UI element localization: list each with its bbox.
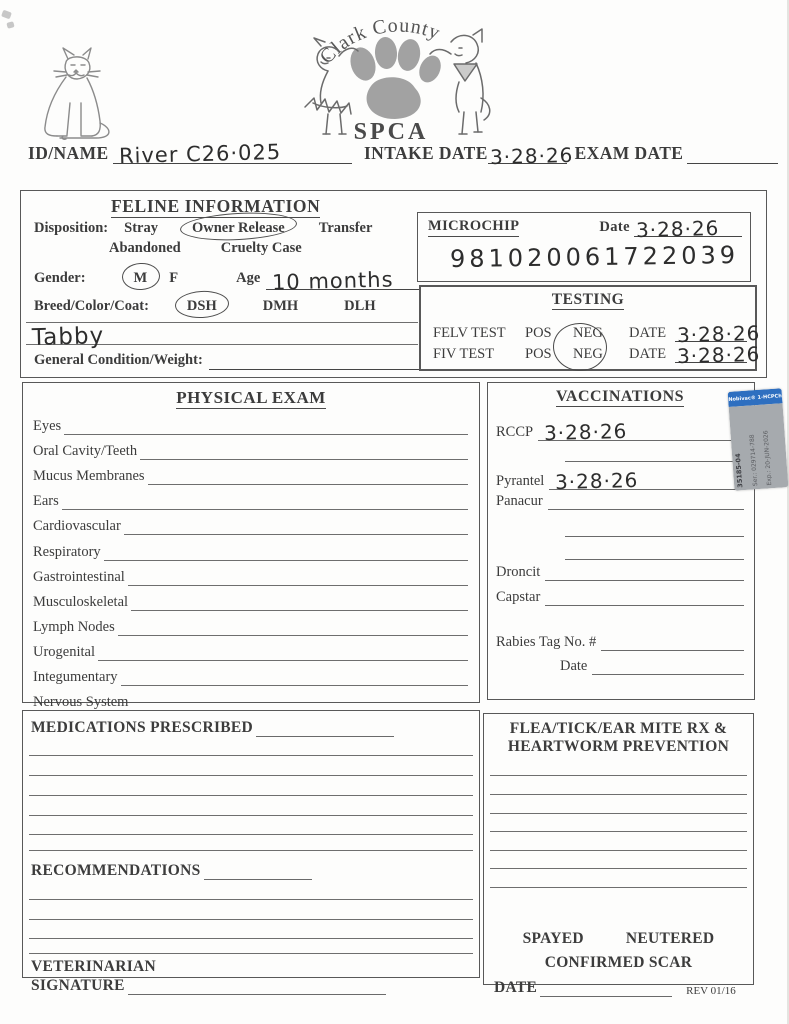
vet-signature-block <box>31 958 471 995</box>
spca-logo <box>283 6 503 151</box>
ruled-line <box>490 795 747 814</box>
disposition-label: Disposition: <box>34 220 109 236</box>
test-date-value: 3·28·26 <box>676 320 761 348</box>
medications-title: MEDICATIONS PRESCRIBED <box>31 719 254 736</box>
test-name: FELV TEST <box>433 325 506 341</box>
neutered-label: NEUTERED <box>625 929 715 947</box>
exam-item-line <box>128 585 468 586</box>
vaccine-line <box>538 418 744 446</box>
date-label: DATE <box>629 346 667 362</box>
pos-label: POS <box>525 325 552 341</box>
spca-logo-svg <box>283 6 503 146</box>
exam-item-row <box>33 510 469 535</box>
vaccine-label: RCCP <box>496 424 534 440</box>
exam-item-label: Mucus Membranes <box>33 468 145 485</box>
disposition-row-2 <box>109 240 342 257</box>
vaccine-row <box>496 490 744 510</box>
scan-artifact <box>1 10 12 20</box>
physical-exam-title-wrap <box>33 388 469 408</box>
spay-neuter-row <box>494 930 743 948</box>
vaccinations-section <box>487 382 755 700</box>
vaccine-line <box>565 536 744 537</box>
exam-item-line <box>121 685 468 686</box>
microchip-date-label: Date <box>599 219 630 235</box>
age-value: 10 months <box>271 267 395 295</box>
breed-option: DLH <box>344 298 376 314</box>
microchip-title: MICROCHIP <box>428 218 519 237</box>
test-date-field <box>675 341 761 369</box>
ruled-line <box>29 737 473 756</box>
exam-item-line <box>64 434 468 435</box>
exam-item-line <box>131 610 468 611</box>
medications-title-row <box>31 715 471 737</box>
vaccine-date-value: 3·28·26 <box>543 418 628 446</box>
microchip-number-wrap <box>449 240 750 274</box>
prevention-date-label: DATE <box>494 978 538 996</box>
exam-item-label: Integumentary <box>33 669 118 686</box>
exam-date-field <box>687 141 778 164</box>
vaccine-row <box>496 627 744 651</box>
microchip-number: 981020061722039 <box>449 240 740 274</box>
exam-item-label: Musculoskeletal <box>33 593 129 610</box>
test-date-field <box>675 320 761 348</box>
vaccine-row <box>496 408 744 446</box>
sticker-expiry: Exp.: 20-JUN-2026 <box>762 429 774 486</box>
disposition-option: Owner Release <box>191 220 285 236</box>
exam-item-line <box>118 635 468 636</box>
spayed-label: SPAYED <box>522 929 584 947</box>
test-date-value: 3·28·26 <box>676 341 761 369</box>
prevention-title-line-2: HEARTWORM PREVENTION <box>507 737 730 755</box>
cat-drawing-svg <box>30 45 122 145</box>
intake-date-value: 3·28·26 <box>489 142 574 170</box>
sticker-header: Nobivac® 1-HCPCh <box>728 388 783 407</box>
recommendations-title: RECOMMENDATIONS <box>31 862 201 879</box>
disposition-option: Abandoned <box>109 240 181 256</box>
ruled-line <box>29 756 473 776</box>
scan-artifact <box>6 21 14 29</box>
vet-signature-row <box>31 976 471 995</box>
vaccine-line <box>565 559 744 560</box>
vaccine-label: Date <box>560 658 588 674</box>
neg-label: NEG <box>573 346 603 362</box>
microchip-header-row <box>428 215 742 243</box>
sticker-serial: Ser.: 029714-788 <box>748 434 760 487</box>
id-name-field <box>113 139 352 169</box>
exam-item-label: Respiratory <box>33 543 101 560</box>
id-name-label: ID/NAME <box>28 143 109 163</box>
feline-info-section <box>20 190 767 378</box>
sticker-body <box>729 403 789 491</box>
physical-exam-section <box>22 382 480 711</box>
vaccine-line <box>548 509 744 510</box>
prevention-section <box>483 713 754 997</box>
exam-item-label: Cardiovascular <box>33 518 121 535</box>
microchip-date-value: 3·28·26 <box>635 215 720 243</box>
exam-item-label: Nervous System <box>33 694 129 711</box>
vaccine-label: Pyrantel <box>496 473 545 489</box>
right-dog-drawing <box>430 29 490 134</box>
ruled-line <box>29 880 473 900</box>
vaccination-rows <box>496 408 744 675</box>
prevention-lines <box>494 760 743 888</box>
gender-option: F <box>169 270 179 286</box>
ruled-line <box>490 869 747 888</box>
vaccine-line <box>545 605 744 606</box>
disposition-option: Stray <box>124 220 158 236</box>
recommendations-title-row <box>31 855 471 880</box>
exam-item-row <box>33 586 469 611</box>
condition-label: General Condition/Weight: <box>34 352 203 368</box>
ruled-line <box>29 939 473 954</box>
medications-section <box>22 710 480 994</box>
breed-option: DSH <box>186 298 217 314</box>
vaccine-row <box>560 651 744 675</box>
exam-item-row <box>33 410 469 435</box>
vaccinations-title-wrap <box>496 388 744 406</box>
ruled-line <box>490 851 747 869</box>
vaccine-line <box>601 650 744 651</box>
breed-note-line-2 <box>26 323 418 351</box>
vaccine-line <box>592 674 744 675</box>
exam-item-label: Eyes <box>33 418 62 435</box>
disposition-options-1 <box>124 220 406 237</box>
feline-info-title: FELINE INFORMATION <box>111 196 321 216</box>
gender-label: Gender: <box>34 270 86 286</box>
vaccine-row <box>496 560 744 581</box>
vaccine-row <box>560 441 744 462</box>
exam-item-row <box>33 611 469 636</box>
vaccine-row <box>496 581 744 606</box>
ruled-line <box>29 900 473 920</box>
age-label: Age <box>236 270 261 286</box>
microchip-section <box>417 212 751 282</box>
vaccine-row <box>496 462 744 495</box>
prevention-date-row <box>494 975 743 997</box>
exam-item-label: Oral Cavity/Teeth <box>33 443 138 460</box>
breed-note-line-1 <box>26 309 418 323</box>
ruled-line <box>29 796 473 816</box>
paw-print-icon <box>346 36 444 119</box>
prevention-title-line-1: FLEA/TICK/EAR MITE RX & <box>509 720 728 737</box>
exam-item-row <box>33 460 469 485</box>
gender-age-row <box>34 267 434 295</box>
ruled-line <box>29 835 473 851</box>
exam-item-line <box>62 509 468 510</box>
ruled-line <box>29 776 473 796</box>
exam-item-label: Lymph Nodes <box>33 618 115 635</box>
vaccine-row <box>560 537 744 560</box>
exam-date-label: EXAM DATE <box>574 143 684 163</box>
confirmed-scar-label: CONFIRMED SCAR <box>544 953 693 971</box>
intake-date-field <box>488 141 574 170</box>
microchip-date-field <box>634 215 742 243</box>
breed-option: DMH <box>262 298 299 314</box>
sticker-code: 35185-04 <box>733 452 745 488</box>
ruled-line <box>490 776 747 795</box>
vaccine-label: Capstar <box>496 589 541 605</box>
physical-exam-title: PHYSICAL EXAM <box>176 388 326 407</box>
exam-item-line <box>124 534 468 535</box>
prevention-title-wrap <box>494 720 743 756</box>
ruled-line <box>490 832 747 851</box>
date-label: DATE <box>629 325 667 341</box>
prevention-date-line <box>540 980 672 997</box>
gender-option: M <box>133 270 148 286</box>
exam-item-label: Gastrointestinal <box>33 568 125 585</box>
exam-item-line <box>148 484 468 485</box>
exam-item-row <box>33 435 469 460</box>
feline-info-title-wrap <box>111 196 320 217</box>
vaccine-line <box>565 461 744 462</box>
vaccine-sticker <box>728 388 789 491</box>
cat-drawing <box>30 45 122 150</box>
pos-label: POS <box>525 346 552 362</box>
exam-item-row <box>33 561 469 586</box>
physical-exam-rows <box>33 410 469 711</box>
age-field <box>266 267 434 295</box>
org-name-arc-text: Clark County <box>315 14 444 69</box>
exam-item-line <box>140 459 468 460</box>
disposition-option: Cruelty Case <box>220 240 302 256</box>
exam-item-label: Urogenital <box>33 643 96 660</box>
exam-item-row <box>33 661 469 686</box>
gender-options <box>134 270 201 287</box>
ruled-line <box>29 920 473 939</box>
vaccine-label: Rabies Tag No. # <box>496 634 597 650</box>
vet-signature-label-2: SIGNATURE <box>31 977 125 994</box>
exam-item-line <box>104 560 468 561</box>
exam-item-line <box>98 660 468 661</box>
intake-date-label: INTAKE DATE <box>363 143 488 163</box>
breed-note-value: Tabby <box>31 323 105 351</box>
ruled-line <box>29 816 473 835</box>
vaccinations-title: VACCINATIONS <box>555 388 685 405</box>
exam-item-row <box>33 636 469 661</box>
test-name: FIV TEST <box>433 346 495 362</box>
confirmed-scar-wrap <box>494 954 743 972</box>
exam-item-row <box>33 485 469 510</box>
neg-label: NEG <box>573 325 603 341</box>
vaccine-label: Panacur <box>496 493 543 509</box>
vet-signature-label-1: VETERINARIAN <box>31 958 157 975</box>
vaccine-line <box>545 580 744 581</box>
id-intake-row <box>28 136 778 170</box>
exam-item-row <box>33 535 469 560</box>
exam-item-label: Ears <box>33 493 59 510</box>
exam-item-row <box>33 686 469 711</box>
breed-label: Breed/Color/Coat: <box>34 298 149 314</box>
recommendations-title-line <box>204 863 312 880</box>
rev-label: REV 01/16 <box>686 984 736 997</box>
vaccine-label: Droncit <box>496 564 541 580</box>
vet-signature-line <box>128 979 386 995</box>
id-name-value: River C26·025 <box>118 139 282 169</box>
testing-section <box>419 285 761 371</box>
vaccine-row <box>560 510 744 537</box>
disposition-row-1 <box>34 220 406 237</box>
testing-title-wrap <box>421 291 755 309</box>
testing-title: TESTING <box>551 291 625 308</box>
ruled-line <box>490 760 747 776</box>
org-acronym-text: SPCA <box>353 119 429 145</box>
ruled-line <box>490 814 747 832</box>
disposition-option: Transfer <box>318 220 373 236</box>
vaccine-date-value: 3·28·26 <box>555 467 639 495</box>
medications-title-line <box>256 720 394 737</box>
